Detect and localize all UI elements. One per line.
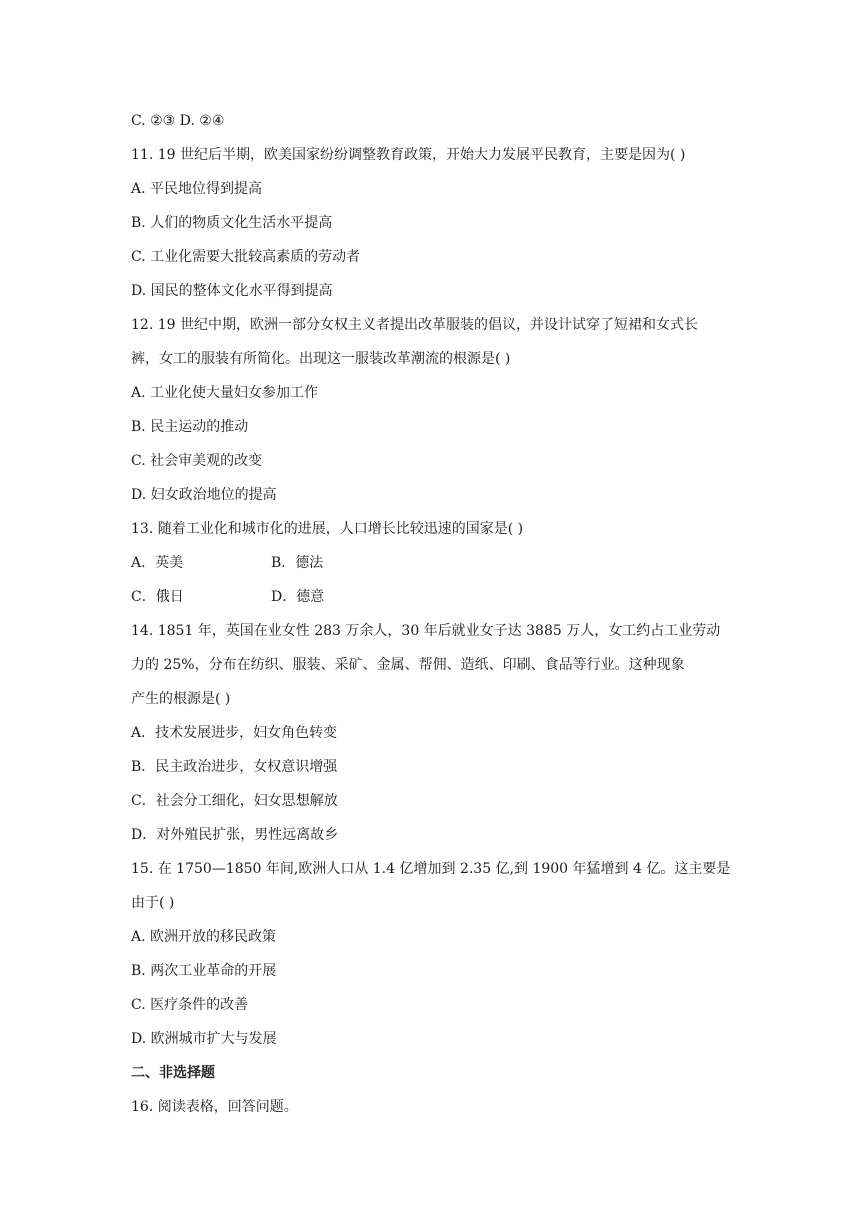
section-heading-nonchoice: 二、非选择题 [131, 1065, 215, 1081]
q13-option-b: B．德法 [271, 555, 324, 571]
question-15-line2: 由于( ) [131, 895, 175, 911]
q10-options-cd: C. ②③ D. ②④ [131, 113, 225, 129]
question-14-line3: 产生的根源是( ) [131, 691, 231, 707]
q12-option-a: A. 工业化使大量妇女参加工作 [131, 385, 319, 401]
question-15-line1: 15. 在 1750—1850 年间,欧洲人口从 1.4 亿增加到 2.35 亿,到 1900 年猛增到 4 亿。这主要是 [131, 861, 731, 877]
q13-option-c: C．俄日 [131, 589, 184, 605]
q13-options-ab [131, 553, 324, 573]
q11-option-c: C. 工业化需要大批较高素质的劳动者 [131, 249, 361, 265]
q14-option-d: D．对外殖民扩张，男性远离故乡 [131, 827, 339, 843]
q15-option-c: C. 医疗条件的改善 [131, 997, 249, 1013]
q12-option-c: C. 社会审美观的改变 [131, 453, 263, 469]
q13-option-a: A．英美 [131, 555, 184, 571]
q12-option-b: B. 民主运动的推动 [131, 419, 249, 435]
question-12-line1: 12. 19 世纪中期，欧洲一部分女权主义者提出改革服装的倡议，并设计试穿了短裙和女式长 [131, 317, 698, 333]
q11-option-a: A. 平民地位得到提高 [131, 181, 263, 197]
q13-options-cd [131, 587, 325, 607]
q15-option-d: D. 欧洲城市扩大与发展 [131, 1031, 277, 1047]
q14-option-a: A．技术发展进步，妇女角色转变 [131, 725, 338, 741]
question-12-line2: 裤，女工的服装有所简化。出现这一服装改革潮流的根源是( ) [131, 351, 511, 367]
question-13: 13. 随着工业化和城市化的进展，人口增长比较迅速的国家是( ) [131, 521, 524, 537]
q11-option-b: B. 人们的物质文化生活水平提高 [131, 215, 333, 231]
question-11: 11. 19 世纪后半期，欧美国家纷纷调整教育政策，开始大力发展平民教育，主要是因为( ) [131, 147, 686, 163]
q11-option-d: D. 国民的整体文化水平得到提高 [131, 283, 333, 299]
q12-option-d: D. 妇女政治地位的提高 [131, 487, 277, 503]
q13-option-d: D．德意 [271, 589, 325, 605]
q15-option-a: A. 欧洲开放的移民政策 [131, 929, 277, 945]
question-16: 16. 阅读表格，回答问题。 [131, 1099, 298, 1115]
q15-option-b: B. 两次工业革命的开展 [131, 963, 277, 979]
question-14-line2: 力的 25%，分布在纺织、服装、采矿、金属、帮佣、造纸、印刷、食品等行业。这种现象 [131, 657, 685, 673]
q14-option-b: B．民主政治进步，女权意识增强 [131, 759, 338, 775]
question-14-line1: 14. 1851 年，英国在业女性 283 万余人，30 年后就业女子达 3885 万人，女工约占工业劳动 [131, 623, 721, 639]
q14-option-c: C．社会分工细化，妇女思想解放 [131, 793, 338, 809]
